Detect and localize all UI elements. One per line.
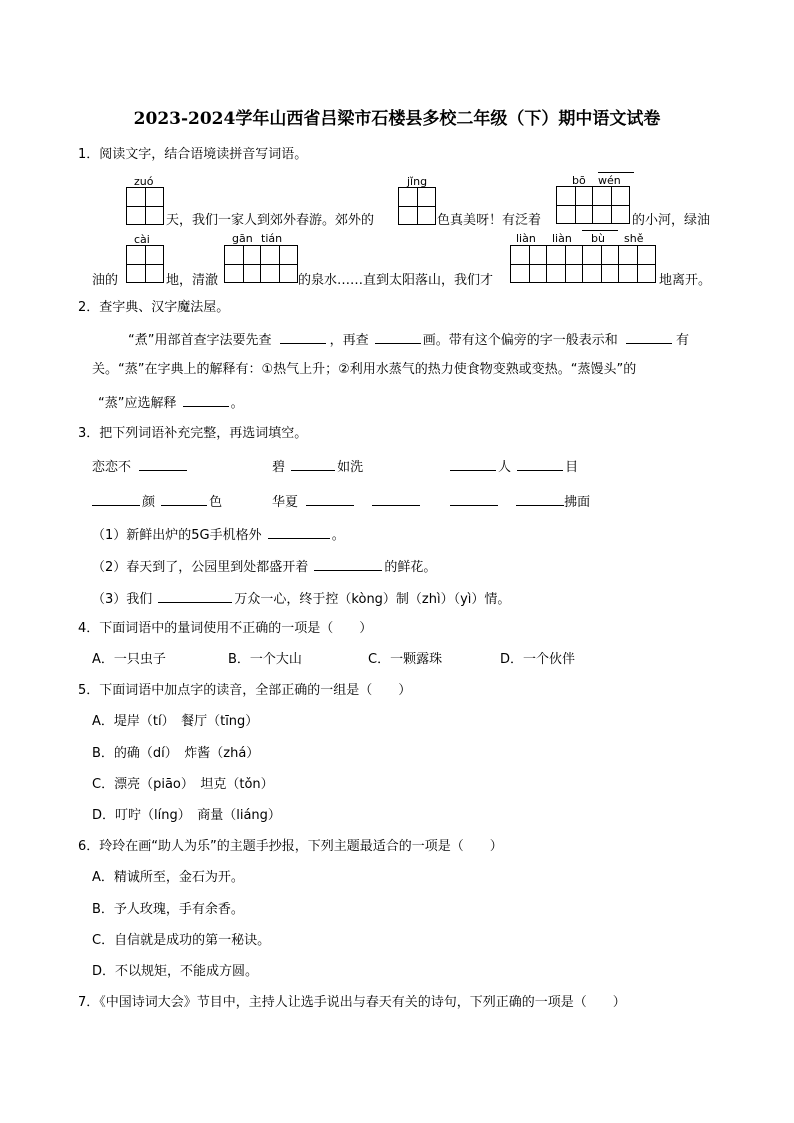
q4-option-c[interactable]: C．一颗露珠 bbox=[368, 652, 443, 667]
q3-word-2 bbox=[272, 458, 363, 476]
q3-word-5-text: 华夏 bbox=[272, 495, 299, 510]
q3-word-6 bbox=[450, 493, 590, 511]
q3-word-4 bbox=[92, 493, 222, 511]
pinyin-overline bbox=[598, 172, 634, 173]
answer-blank[interactable] bbox=[268, 526, 330, 539]
pinyin-gan: gān bbox=[232, 232, 253, 245]
answer-blank[interactable] bbox=[161, 493, 207, 506]
q6-option-a[interactable]: A．精诚所至，金石为开。 bbox=[92, 870, 244, 885]
q1-line2-text-a: 油的 bbox=[92, 273, 119, 288]
q3-word-4-b: 色 bbox=[209, 495, 223, 510]
answer-blank[interactable] bbox=[158, 590, 232, 603]
q3-word-2-a: 碧 bbox=[272, 460, 286, 475]
pinyin-she: shě bbox=[624, 232, 644, 245]
answer-blank[interactable] bbox=[314, 558, 382, 571]
q3-sentence-3-a: （3）我们 bbox=[92, 592, 153, 607]
q3-word-5 bbox=[272, 493, 420, 511]
q1-line1-text-c: 的小河，绿油 bbox=[632, 213, 711, 228]
q1-line2-text-c: 的泉水……直到太阳落山，我们才 bbox=[298, 273, 494, 288]
q5-option-d[interactable]: D．叮咛（líng） 商量（liáng） bbox=[92, 808, 281, 823]
q3-word-3-b: 目 bbox=[565, 460, 579, 475]
q2-line3-a: “蒸”应选解释 bbox=[98, 396, 177, 411]
q2-line3 bbox=[98, 394, 244, 412]
pinyin-tian: tián bbox=[261, 232, 283, 245]
q6-option-c[interactable]: C．自信就是成功的第一秘诀。 bbox=[92, 933, 271, 948]
q3-word-1 bbox=[92, 458, 187, 476]
q3-word-2-b: 如洗 bbox=[337, 460, 364, 475]
answer-blank[interactable] bbox=[375, 331, 421, 344]
answer-blank[interactable] bbox=[450, 493, 498, 506]
q6-option-b[interactable]: B．予人玫瑰，手有余香。 bbox=[92, 902, 244, 917]
q4-option-a[interactable]: A．一只虫子 bbox=[92, 652, 166, 667]
answer-blank[interactable] bbox=[280, 331, 326, 344]
q6-option-d[interactable]: D．不以规矩，不能成方圆。 bbox=[92, 964, 259, 979]
question-7-stem: 7．《中国诗词大会》节目中，主持人让选手说出与春天有关的诗句，下列正确的一项是（ ） bbox=[78, 995, 626, 1010]
q3-sentence-1 bbox=[92, 526, 345, 544]
pinyin-lian1: liàn bbox=[516, 232, 536, 245]
question-5-stem: 5．下面词语中加点字的读音，全部正确的一组是（ ） bbox=[78, 683, 412, 698]
q1-line2-text-d: 地离开。 bbox=[659, 273, 712, 288]
q3-sentence-1-a: （1）新鲜出炉的5G手机格外 bbox=[92, 528, 262, 543]
q2-line1-d: 有 bbox=[675, 333, 689, 348]
answer-blank[interactable] bbox=[372, 493, 420, 506]
q2-line1 bbox=[128, 331, 689, 349]
q4-option-b[interactable]: B．一个大山 bbox=[228, 652, 302, 667]
q2-line2: 关。“蒸”在字典上的解释有：①热气上升；②利用水蒸气的热力使食物变熟或变热。“蒸馒头”的 bbox=[92, 362, 637, 377]
q3-sentence-2-a: （2）春天到了，公园里到处都盛开着 bbox=[92, 560, 309, 575]
answer-blank[interactable] bbox=[626, 331, 672, 344]
write-grid-zuo[interactable] bbox=[126, 187, 164, 225]
q5-option-a[interactable]: A．堤岸（tí） 餐厅（tīng） bbox=[92, 714, 259, 729]
pinyin-lian2: liàn bbox=[552, 232, 572, 245]
q1-line1-text-b: 色真美呀！有泛着 bbox=[437, 213, 542, 228]
q3-word-4-a: 颜 bbox=[142, 495, 156, 510]
q3-sentence-2 bbox=[92, 558, 436, 576]
q2-line1-c: 画。带有这个偏旁的字一般表示和 bbox=[422, 333, 618, 348]
q1-line2-text-b: 地，清澈 bbox=[166, 273, 219, 288]
write-grid-cai[interactable] bbox=[126, 245, 164, 283]
answer-blank[interactable] bbox=[92, 493, 140, 506]
question-4-stem: 4．下面词语中的量词使用不正确的一项是（ ） bbox=[78, 621, 373, 636]
q3-word-6-text: 拂面 bbox=[564, 495, 591, 510]
pinyin-bo: bō bbox=[572, 174, 586, 187]
question-6-stem: 6．玲玲在画“助人为乐”的主题手抄报，下列主题最适合的一项是（ ） bbox=[78, 839, 503, 854]
pinyin-wen: wén bbox=[598, 174, 621, 187]
pinyin-jing: jǐng bbox=[407, 175, 428, 188]
q3-word-3-a: 人 bbox=[498, 460, 512, 475]
question-2-stem: 2．查字典、汉字魔法屋。 bbox=[78, 300, 230, 315]
pinyin-cai: cài bbox=[134, 233, 150, 246]
question-1-stem: 1．阅读文字，结合语境读拼音写词语。 bbox=[78, 147, 308, 162]
q5-option-c[interactable]: C．漂亮（piāo） 坦克（tǒn） bbox=[92, 777, 274, 792]
q3-sentence-3-b: 万众一心，终于控（kòng）制（zhì）（yì）情。 bbox=[234, 592, 511, 607]
q1-line1-text-a: 天，我们一家人到郊外春游。郊外的 bbox=[166, 213, 375, 228]
q3-sentence-3 bbox=[92, 590, 510, 608]
answer-blank[interactable] bbox=[291, 458, 335, 471]
q4-option-d[interactable]: D．一个伙伴 bbox=[500, 652, 576, 667]
answer-blank[interactable] bbox=[516, 493, 564, 506]
write-grid-bowen[interactable] bbox=[556, 186, 630, 224]
q5-option-b[interactable]: B．的确（dí） 炸酱（zhá） bbox=[92, 746, 260, 761]
answer-blank[interactable] bbox=[306, 493, 354, 506]
q2-line3-b: 。 bbox=[230, 396, 244, 411]
question-3-stem: 3．把下列词语补充完整，再选词填空。 bbox=[78, 426, 308, 441]
q2-line1-a: “煮”用部首查字法要先查 bbox=[128, 333, 272, 348]
write-grid-gantian[interactable] bbox=[224, 245, 298, 283]
page-title: 2023-2024学年山西省吕梁市石楼县多校二年级（下）期中语文试卷 bbox=[133, 109, 661, 129]
q3-sentence-1-b: 。 bbox=[331, 528, 345, 543]
q2-line1-b: ，再查 bbox=[329, 333, 369, 348]
write-grid-jing[interactable] bbox=[398, 187, 436, 225]
answer-blank[interactable] bbox=[517, 458, 563, 471]
pinyin-bu: bù bbox=[591, 232, 605, 245]
write-grid-lianlianbushe[interactable] bbox=[510, 245, 656, 283]
q3-word-1-text: 恋恋不 bbox=[92, 460, 132, 475]
answer-blank[interactable] bbox=[139, 458, 187, 471]
answer-blank[interactable] bbox=[183, 394, 229, 407]
pinyin-zuo: zuó bbox=[134, 175, 154, 188]
pinyin-overline bbox=[582, 230, 618, 231]
q3-word-3 bbox=[450, 458, 578, 476]
answer-blank[interactable] bbox=[450, 458, 496, 471]
q3-sentence-2-b: 的鲜花。 bbox=[384, 560, 437, 575]
